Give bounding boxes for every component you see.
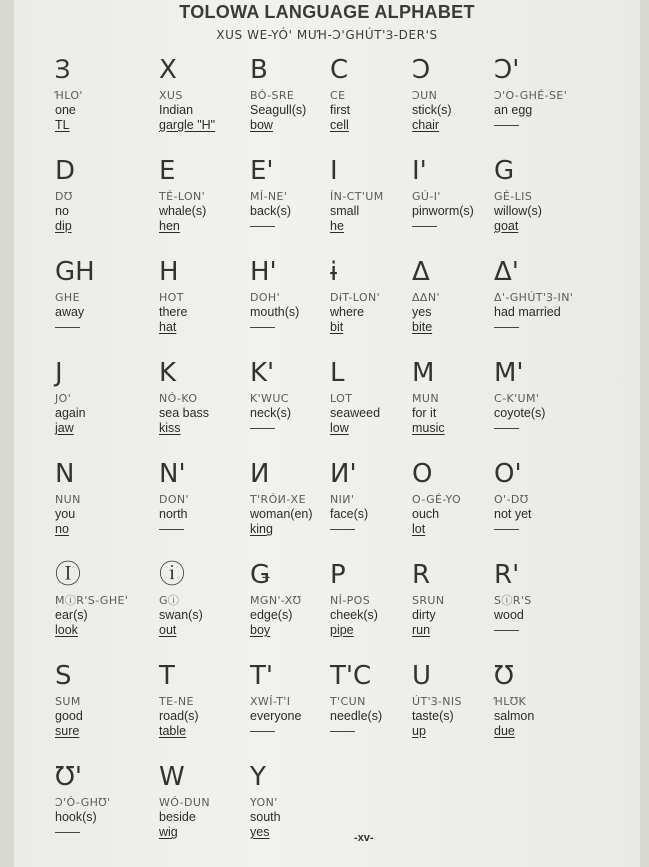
alphabet-entry <box>330 458 412 559</box>
alphabet-entry <box>330 256 412 357</box>
sound-example: table <box>159 724 187 738</box>
sound-example: —— <box>494 623 519 637</box>
tolowa-word: NUN <box>55 493 81 506</box>
alphabet-entry <box>55 357 159 458</box>
tolowa-word: XWÍ-T'I <box>250 695 291 708</box>
sound-example: sure <box>55 724 80 738</box>
sound-example: —— <box>250 724 275 738</box>
alphabet-entry <box>55 559 159 660</box>
sound-example: —— <box>55 825 80 839</box>
tolowa-word: T'RÓИ-XE <box>250 493 306 506</box>
tolowa-word: TE-NE <box>159 695 194 708</box>
english-meaning: yes <box>412 305 432 319</box>
letter-glyph: I' <box>412 156 427 186</box>
tolowa-word: DɨT-LON' <box>330 291 381 304</box>
alphabet-entry <box>250 155 330 256</box>
letter-glyph: H' <box>250 257 277 287</box>
alphabet-entry <box>250 357 330 458</box>
sound-example: due <box>494 724 515 738</box>
tolowa-word: NÍ-POS <box>330 594 371 607</box>
english-meaning: no <box>55 204 69 218</box>
sound-example: low <box>330 421 349 435</box>
letter-glyph: Ǥ <box>250 560 271 590</box>
tolowa-word: HOT <box>159 291 184 304</box>
tolowa-word: K'WUC <box>250 392 289 405</box>
alphabet-entry <box>55 458 159 559</box>
letter-glyph: ɨ <box>330 257 338 287</box>
letter-glyph: Ɜ <box>55 55 71 85</box>
english-meaning: mouth(s) <box>250 305 300 319</box>
english-meaning: for it <box>412 406 437 420</box>
letter-glyph: I <box>330 156 338 186</box>
tolowa-word: MÍ-NE' <box>250 190 288 203</box>
alphabet-entry <box>412 357 494 458</box>
english-meaning: hook(s) <box>55 810 97 824</box>
english-meaning: whale(s) <box>159 204 207 218</box>
tolowa-word: LOT <box>330 392 353 405</box>
letter-glyph: O' <box>494 459 522 489</box>
letter-glyph: W <box>159 762 185 792</box>
tolowa-word: SRUN <box>412 594 445 607</box>
sound-example: pipe <box>330 623 354 637</box>
letter-glyph: M' <box>494 358 524 388</box>
sound-example: dip <box>55 219 72 233</box>
sound-example: —— <box>330 522 355 536</box>
alphabet-entry <box>494 256 594 357</box>
english-meaning: good <box>55 709 83 723</box>
sound-example: bite <box>412 320 433 334</box>
letter-glyph: Ⓘ <box>55 560 82 590</box>
alphabet-entry <box>412 155 494 256</box>
english-meaning: Seagull(s) <box>250 103 307 117</box>
sound-example: TL <box>55 118 70 132</box>
tolowa-word: ꞪLO' <box>55 89 83 102</box>
english-meaning: north <box>159 507 188 521</box>
tolowa-word: ΔΔN' <box>412 291 440 304</box>
alphabet-entry <box>494 54 594 155</box>
letter-glyph: C <box>330 55 349 85</box>
sound-example: hat <box>159 320 177 334</box>
english-meaning: first <box>330 103 351 117</box>
letter-glyph: Y <box>250 762 266 792</box>
alphabet-entry <box>55 155 159 256</box>
sound-example: run <box>412 623 431 637</box>
english-meaning: woman(en) <box>250 507 313 521</box>
letter-glyph: T' <box>250 661 274 691</box>
tolowa-word: NIИ' <box>330 493 355 506</box>
sound-example: he <box>330 219 344 233</box>
tolowa-word: Ɔ'O-GHÉ-SE' <box>494 89 568 102</box>
english-meaning: sea bass <box>159 406 210 420</box>
alphabet-entry <box>159 54 250 155</box>
sound-example: hen <box>159 219 180 233</box>
letter-glyph: E <box>159 156 176 186</box>
sound-example: chair <box>412 118 440 132</box>
english-meaning: needle(s) <box>330 709 383 723</box>
alphabet-entry <box>494 155 594 256</box>
alphabet-entry <box>412 458 494 559</box>
tolowa-word: T'CUN <box>330 695 366 708</box>
letter-glyph: И' <box>330 459 357 489</box>
sound-example: —— <box>494 522 519 536</box>
english-meaning: not yet <box>494 507 532 521</box>
alphabet-entry <box>55 761 159 862</box>
alphabet-entry <box>330 559 412 660</box>
alphabet-entry <box>330 155 412 256</box>
sound-example: —— <box>412 219 437 233</box>
english-meaning: away <box>55 305 85 319</box>
letter-glyph: X <box>159 55 177 85</box>
english-meaning: one <box>55 103 76 117</box>
sound-example: kiss <box>159 421 181 435</box>
letter-glyph: K <box>159 358 177 388</box>
tolowa-word: BÓ-SRE <box>250 89 295 102</box>
letter-glyph: T'C <box>330 661 372 691</box>
alphabet-entry <box>330 660 412 761</box>
tolowa-word: TÉ-LON' <box>159 190 206 203</box>
sound-example: —— <box>494 320 519 334</box>
english-meaning: willow(s) <box>494 204 542 218</box>
book-page <box>14 0 640 867</box>
tolowa-word: SⓘR'S <box>494 594 532 607</box>
tolowa-word: DON' <box>159 493 189 506</box>
english-meaning: Indian <box>159 103 194 117</box>
english-meaning: beside <box>159 810 196 824</box>
alphabet-entry <box>55 256 159 357</box>
alphabet-entry <box>412 660 494 761</box>
english-meaning: had married <box>494 305 561 319</box>
english-meaning: you <box>55 507 76 521</box>
sound-example: —— <box>55 320 80 334</box>
tolowa-word: MǤN'-XƱ <box>250 594 302 607</box>
tolowa-word: Ɔ'Ó-GHƱ' <box>55 796 111 809</box>
alphabet-entry <box>159 660 250 761</box>
tolowa-word: O'-DƱ <box>494 493 529 506</box>
english-meaning: there <box>159 305 188 319</box>
tolowa-word: GÚ-I' <box>412 190 441 203</box>
tolowa-word: JO' <box>55 392 72 405</box>
tolowa-word: Gⓘ <box>159 594 180 607</box>
alphabet-entry <box>250 660 330 761</box>
letter-glyph: GH <box>55 257 95 287</box>
sound-example: —— <box>330 724 355 738</box>
english-meaning: taste(s) <box>412 709 454 723</box>
tolowa-word: C-K'UM' <box>494 392 540 405</box>
letter-glyph: K' <box>250 358 275 388</box>
letter-glyph: T <box>159 661 175 691</box>
english-meaning: salmon <box>494 709 535 723</box>
english-meaning: everyone <box>250 709 302 723</box>
page-number: -xv- <box>354 832 374 844</box>
tolowa-word: GÉ-LIS <box>494 190 533 203</box>
sound-example: —— <box>250 320 275 334</box>
tolowa-word: MⓘR'S-GHE' <box>55 594 129 607</box>
sound-example: cell <box>330 118 349 132</box>
page-subtitle: XUS WE-YÓ' MUꞪ-Ɔ'GHÚT'Ɜ-DER'S <box>216 28 438 42</box>
english-meaning: dirty <box>412 608 436 622</box>
sound-example: —— <box>494 421 519 435</box>
alphabet-entry <box>250 761 330 862</box>
tolowa-word: CE <box>330 89 346 102</box>
english-meaning: seaweed <box>330 406 381 420</box>
english-meaning: edge(s) <box>250 608 293 622</box>
letter-glyph: L <box>330 358 345 388</box>
letter-glyph: Δ' <box>494 257 519 287</box>
english-meaning: swan(s) <box>159 608 203 622</box>
sound-example: lot <box>412 522 426 536</box>
sound-example: music <box>412 421 445 435</box>
sound-example: look <box>55 623 78 637</box>
alphabet-entry <box>330 357 412 458</box>
tolowa-word: ƆUN <box>412 89 438 102</box>
alphabet-entry <box>412 54 494 155</box>
letter-glyph: H <box>159 257 179 287</box>
letter-glyph: O <box>412 459 433 489</box>
alphabet-entry <box>159 559 250 660</box>
alphabet-entry <box>330 54 412 155</box>
alphabet-entry <box>250 458 330 559</box>
sound-example: no <box>55 522 69 536</box>
letter-glyph: ⓘ <box>159 560 186 590</box>
letter-glyph: R <box>412 560 431 590</box>
letter-glyph: Ʊ <box>494 661 514 691</box>
english-meaning: neck(s) <box>250 406 291 420</box>
tolowa-word: DƱ <box>55 190 73 203</box>
sound-example: gargle "H" <box>159 118 216 132</box>
english-meaning: again <box>55 406 86 420</box>
sound-example: jaw <box>55 421 74 435</box>
sound-example: bit <box>330 320 344 334</box>
sound-example: bow <box>250 118 273 132</box>
alphabet-entry <box>494 458 594 559</box>
letter-glyph: D <box>55 156 76 186</box>
alphabet-entry <box>494 357 594 458</box>
alphabet-grid <box>55 54 594 862</box>
tolowa-word: ÚT'Ɜ-NIS <box>412 695 462 708</box>
letter-glyph: N' <box>159 459 186 489</box>
sound-example: out <box>159 623 177 637</box>
sound-example: king <box>250 522 273 536</box>
alphabet-entry <box>494 660 594 761</box>
letter-glyph: И <box>250 459 270 489</box>
letter-glyph: S <box>55 661 72 691</box>
alphabet-entry <box>412 559 494 660</box>
letter-glyph: Ʊ' <box>55 762 83 792</box>
tolowa-word: YON' <box>250 796 278 809</box>
tolowa-word: O-GÉ-YO <box>412 493 462 506</box>
english-meaning: ear(s) <box>55 608 88 622</box>
letter-glyph: G <box>494 156 515 186</box>
english-meaning: pinworm(s) <box>412 204 474 218</box>
alphabet-entry <box>55 660 159 761</box>
tolowa-word: ÍN-CT'UM <box>330 190 384 203</box>
tolowa-word: Δ'-GHÚT'Ɜ-IN' <box>494 291 574 304</box>
english-meaning: coyote(s) <box>494 406 546 420</box>
alphabet-entry <box>159 155 250 256</box>
tolowa-word: WÓ-DUN <box>159 796 210 809</box>
tolowa-word: GHE <box>55 291 80 304</box>
page-title: TOLOWA LANGUAGE ALPHABET <box>179 2 475 22</box>
sound-example: —— <box>250 219 275 233</box>
letter-glyph: N <box>55 459 75 489</box>
alphabet-entry <box>159 256 250 357</box>
alphabet-entry <box>250 559 330 660</box>
sound-example: —— <box>159 522 184 536</box>
tolowa-word: DOH' <box>250 291 281 304</box>
alphabet-entry <box>159 761 250 862</box>
alphabet-entry <box>159 357 250 458</box>
letter-glyph: J <box>55 358 63 388</box>
letter-glyph: Ɔ' <box>494 55 520 85</box>
english-meaning: where <box>330 305 365 319</box>
english-meaning: ouch <box>412 507 440 521</box>
alphabet-entry <box>412 256 494 357</box>
letter-glyph: Δ <box>412 257 430 287</box>
sound-example: up <box>412 724 426 738</box>
english-meaning: stick(s) <box>412 103 452 117</box>
english-meaning: small <box>330 204 360 218</box>
english-meaning: wood <box>494 608 524 622</box>
english-meaning: road(s) <box>159 709 199 723</box>
letter-glyph: P <box>330 560 346 590</box>
letter-glyph: U <box>412 661 432 691</box>
english-meaning: cheek(s) <box>330 608 378 622</box>
alphabet-entry <box>250 54 330 155</box>
tolowa-word: ꞪLƱK <box>494 695 527 708</box>
english-meaning: an egg <box>494 103 533 117</box>
tolowa-word: NÓ-KO <box>159 392 198 405</box>
sound-example: —— <box>494 118 519 132</box>
english-meaning: face(s) <box>330 507 369 521</box>
letter-glyph: E' <box>250 156 274 186</box>
sound-example: goat <box>494 219 519 233</box>
tolowa-word: SUM <box>55 695 81 708</box>
tolowa-word: MUN <box>412 392 439 405</box>
alphabet-entry <box>159 458 250 559</box>
alphabet-entry <box>494 559 594 660</box>
sound-example: —— <box>250 421 275 435</box>
sound-example: yes <box>250 825 270 839</box>
letter-glyph: R' <box>494 560 520 590</box>
sound-example: boy <box>250 623 271 637</box>
alphabet-entry <box>55 54 159 155</box>
letter-glyph: B <box>250 55 268 85</box>
alphabet-entry <box>250 256 330 357</box>
tolowa-word: XUS <box>159 89 183 102</box>
sound-example: wig <box>159 825 178 839</box>
letter-glyph: Ɔ <box>412 55 431 85</box>
letter-glyph: M <box>412 358 435 388</box>
english-meaning: back(s) <box>250 204 291 218</box>
english-meaning: south <box>250 810 281 824</box>
